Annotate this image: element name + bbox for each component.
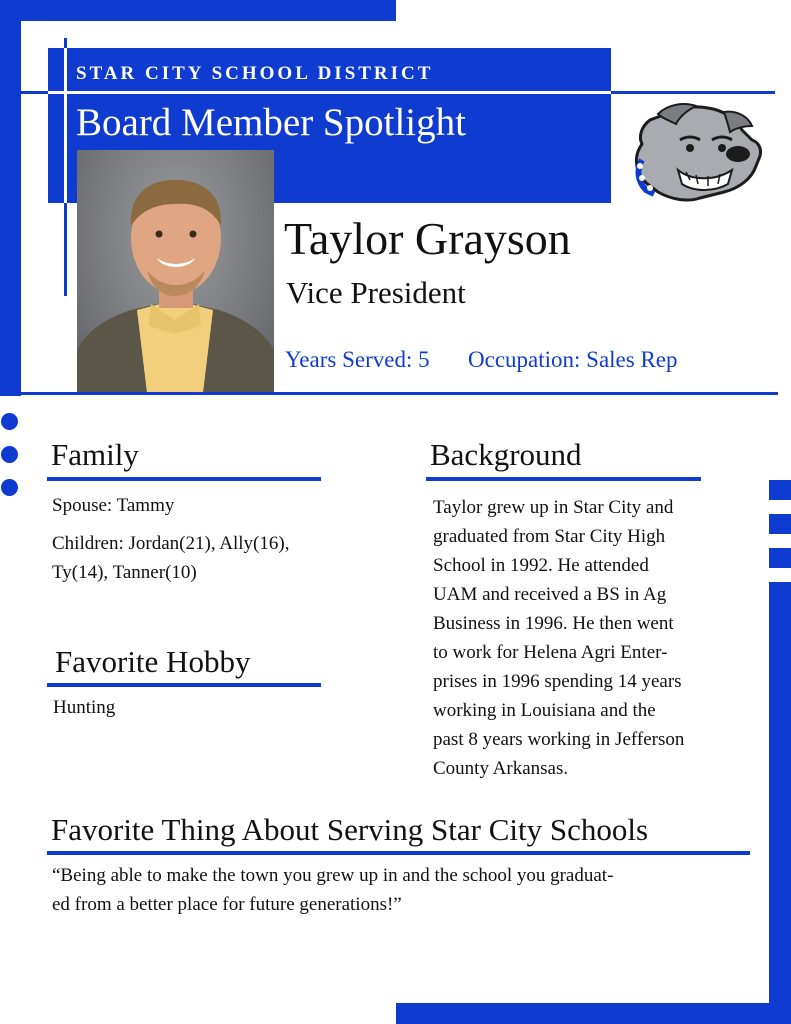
background-line: past 8 years working in Jefferson: [433, 729, 685, 750]
favorite-heading: Favorite Thing About Serving Star City Schools: [51, 812, 649, 847]
section-divider: [21, 392, 778, 395]
left-dot-2: [1, 446, 18, 463]
district-name: STAR CITY SCHOOL DISTRICT: [76, 63, 434, 84]
years-served: Years Served: 5: [285, 347, 430, 372]
family-heading: Family: [51, 437, 139, 472]
right-square-1: [769, 480, 791, 500]
background-text: [433, 493, 763, 783]
right-square-2: [769, 514, 791, 534]
hobby-heading: Favorite Hobby: [55, 644, 251, 679]
background-heading: Background: [430, 437, 582, 472]
bulldog-mascot-icon: [628, 100, 763, 205]
member-role: Vice President: [286, 275, 466, 310]
occupation: Occupation: Sales Rep: [468, 347, 678, 372]
left-dot-3: [1, 479, 18, 496]
hobby-rule: [47, 683, 321, 687]
background-line: School in 1992. He attended: [433, 555, 649, 576]
family-children-line1: Children: Jordan(21), Ally(16),: [52, 533, 290, 554]
header-vertical-white: [64, 48, 67, 203]
header-divider-white: [48, 91, 611, 94]
background-line: County Arkansas.: [433, 758, 569, 779]
background-line: graduated from Star City High: [433, 526, 666, 547]
hobby-value: Hunting: [53, 697, 116, 718]
right-square-3: [769, 548, 791, 568]
background-rule: [426, 477, 701, 481]
top-left-bar: [0, 0, 396, 21]
left-side-bar: [0, 0, 21, 396]
member-name: Taylor Grayson: [284, 213, 571, 264]
right-side-bar: [769, 582, 791, 1024]
favorite-rule: [47, 851, 750, 855]
background-line: to work for Helena Agri Enter-: [433, 642, 668, 663]
background-line: prises in 1996 spending 14 years: [433, 671, 682, 692]
family-spouse: Spouse: Tammy: [52, 495, 175, 516]
background-line: UAM and received a BS in Ag: [433, 584, 667, 605]
family-rule: [47, 477, 321, 481]
left-dot-1: [1, 413, 18, 430]
background-line: Taylor grew up in Star City and: [433, 497, 674, 518]
favorite-quote-line1: “Being able to make the town you grew up in and the school you graduat-: [52, 865, 614, 886]
favorite-quote-line2: ed from a better place for future generations!”: [52, 894, 402, 915]
background-line: Business in 1996. He then went: [433, 613, 674, 634]
page-title: Board Member Spotlight: [76, 101, 466, 144]
background-line: working in Louisiana and the: [433, 700, 656, 721]
member-portrait: [77, 150, 274, 393]
family-children-line2: Ty(14), Tanner(10): [52, 562, 197, 583]
bottom-right-bar: [396, 1003, 791, 1024]
